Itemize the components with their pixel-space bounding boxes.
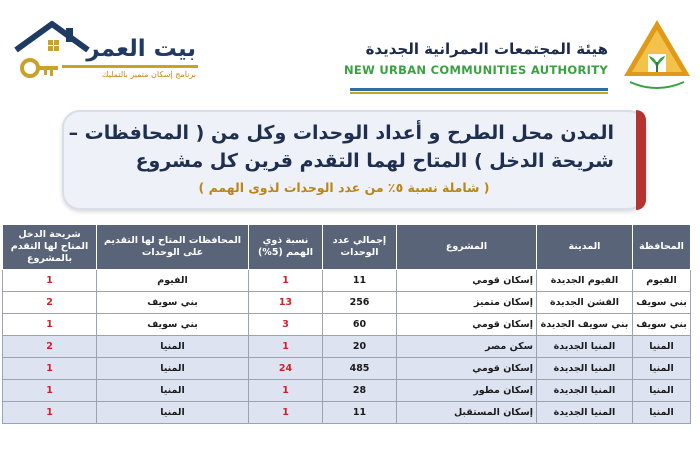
header-divider bbox=[350, 88, 608, 91]
cell-city: المنيا الجديدة bbox=[537, 402, 633, 424]
table-row bbox=[3, 270, 691, 292]
cell-governorate: الفيوم bbox=[633, 270, 691, 292]
col-header-income-bracket: شريحة الدخل المتاح لها التقدم بالمشروع bbox=[3, 225, 97, 270]
cell-eligible-governorates: المنيا bbox=[97, 380, 249, 402]
banner-title-line-1: المدن محل الطرح و أعداد الوحدات وكل من ( المحافظات – bbox=[68, 122, 614, 144]
authority-name-ar: هيئة المجتمعات العمرانية الجديدة bbox=[365, 40, 608, 58]
table-row bbox=[3, 380, 691, 402]
cell-income-bracket: 1 bbox=[3, 270, 97, 292]
cell-disabled-share: 1 bbox=[249, 380, 323, 402]
cell-eligible-governorates: الفيوم bbox=[97, 270, 249, 292]
cell-total-units: 11 bbox=[323, 402, 397, 424]
cell-total-units: 485 bbox=[323, 358, 397, 380]
table-row bbox=[3, 314, 691, 336]
cell-eligible-governorates: المنيا bbox=[97, 336, 249, 358]
cell-disabled-share: 1 bbox=[249, 402, 323, 424]
col-header-city: المدينة bbox=[537, 225, 633, 270]
cell-project: سكن مصر bbox=[397, 336, 537, 358]
table-row bbox=[3, 292, 691, 314]
cell-income-bracket: 1 bbox=[3, 314, 97, 336]
cell-total-units: 20 bbox=[323, 336, 397, 358]
cell-governorate: بني سويف bbox=[633, 314, 691, 336]
cell-eligible-governorates: بني سويف bbox=[97, 292, 249, 314]
table-row bbox=[3, 402, 691, 424]
cell-income-bracket: 1 bbox=[3, 380, 97, 402]
cell-total-units: 60 bbox=[323, 314, 397, 336]
col-header-disabled-share: نسبة ذوي الهمم (5%) bbox=[249, 225, 323, 270]
cell-city: المنيا الجديدة bbox=[537, 358, 633, 380]
header-divider-gold bbox=[350, 92, 608, 94]
table-row bbox=[3, 358, 691, 380]
col-header-project: المشروع bbox=[397, 225, 537, 270]
cell-governorate: المنيا bbox=[633, 380, 691, 402]
program-title: بيت العمر bbox=[86, 36, 196, 62]
cell-city: الفيوم الجديدة bbox=[537, 270, 633, 292]
cell-eligible-governorates: المنيا bbox=[97, 402, 249, 424]
cell-eligible-governorates: بني سويف bbox=[97, 314, 249, 336]
units-table-container bbox=[0, 224, 700, 450]
cell-disabled-share: 3 bbox=[249, 314, 323, 336]
program-subtitle: برنامج إسكان متميز بالتمليك bbox=[101, 70, 196, 79]
cell-total-units: 256 bbox=[323, 292, 397, 314]
cell-governorate: المنيا bbox=[633, 358, 691, 380]
cell-disabled-share: 1 bbox=[249, 270, 323, 292]
program-title-bar bbox=[62, 65, 198, 68]
cell-total-units: 28 bbox=[323, 380, 397, 402]
table-row bbox=[3, 336, 691, 358]
cell-project: إسكان قومي bbox=[397, 314, 537, 336]
title-banner bbox=[62, 110, 646, 210]
cell-city: الفشن الجديدة bbox=[537, 292, 633, 314]
cell-project: إسكان متميز bbox=[397, 292, 537, 314]
banner-note: ( شاملة نسبة ٥٪ من عدد الوحدات لذوى الهمم ) bbox=[198, 180, 490, 195]
authority-name-en: NEW URBAN COMMUNITIES AUTHORITY bbox=[343, 63, 608, 77]
cell-city: المنيا الجديدة bbox=[537, 336, 633, 358]
cell-governorate: بني سويف bbox=[633, 292, 691, 314]
cell-income-bracket: 1 bbox=[3, 402, 97, 424]
cell-governorate: المنيا bbox=[633, 336, 691, 358]
cell-disabled-share: 24 bbox=[249, 358, 323, 380]
cell-governorate: المنيا bbox=[633, 402, 691, 424]
cell-project: إسكان المستقبل bbox=[397, 402, 537, 424]
cell-eligible-governorates: المنيا bbox=[97, 358, 249, 380]
cell-project: إسكان قومي bbox=[397, 270, 537, 292]
cell-project: إسكان قومي bbox=[397, 358, 537, 380]
cell-income-bracket: 2 bbox=[3, 336, 97, 358]
cell-city: بني سويف الجديدة bbox=[537, 314, 633, 336]
cell-city: المنيا الجديدة bbox=[537, 380, 633, 402]
col-header-governorate: المحافظة bbox=[633, 225, 691, 270]
units-table bbox=[2, 224, 691, 424]
banner-title-line-2: شريحة الدخل ) المتاح لهما التقدم قرين كل مشروع bbox=[135, 150, 614, 172]
col-header-eligible-governorates: المحافظات المتاح لها التقديم على الوحدات bbox=[97, 225, 249, 270]
nuca-logo bbox=[622, 18, 692, 93]
table-header-row bbox=[3, 225, 691, 270]
cell-disabled-share: 13 bbox=[249, 292, 323, 314]
col-header-total-units: إجمالي عدد الوحدات bbox=[323, 225, 397, 270]
cell-disabled-share: 1 bbox=[249, 336, 323, 358]
cell-total-units: 11 bbox=[323, 270, 397, 292]
page-header bbox=[0, 0, 700, 100]
cell-income-bracket: 1 bbox=[3, 358, 97, 380]
banner-accent bbox=[636, 110, 646, 210]
cell-income-bracket: 2 bbox=[3, 292, 97, 314]
cell-project: إسكان مطور bbox=[397, 380, 537, 402]
